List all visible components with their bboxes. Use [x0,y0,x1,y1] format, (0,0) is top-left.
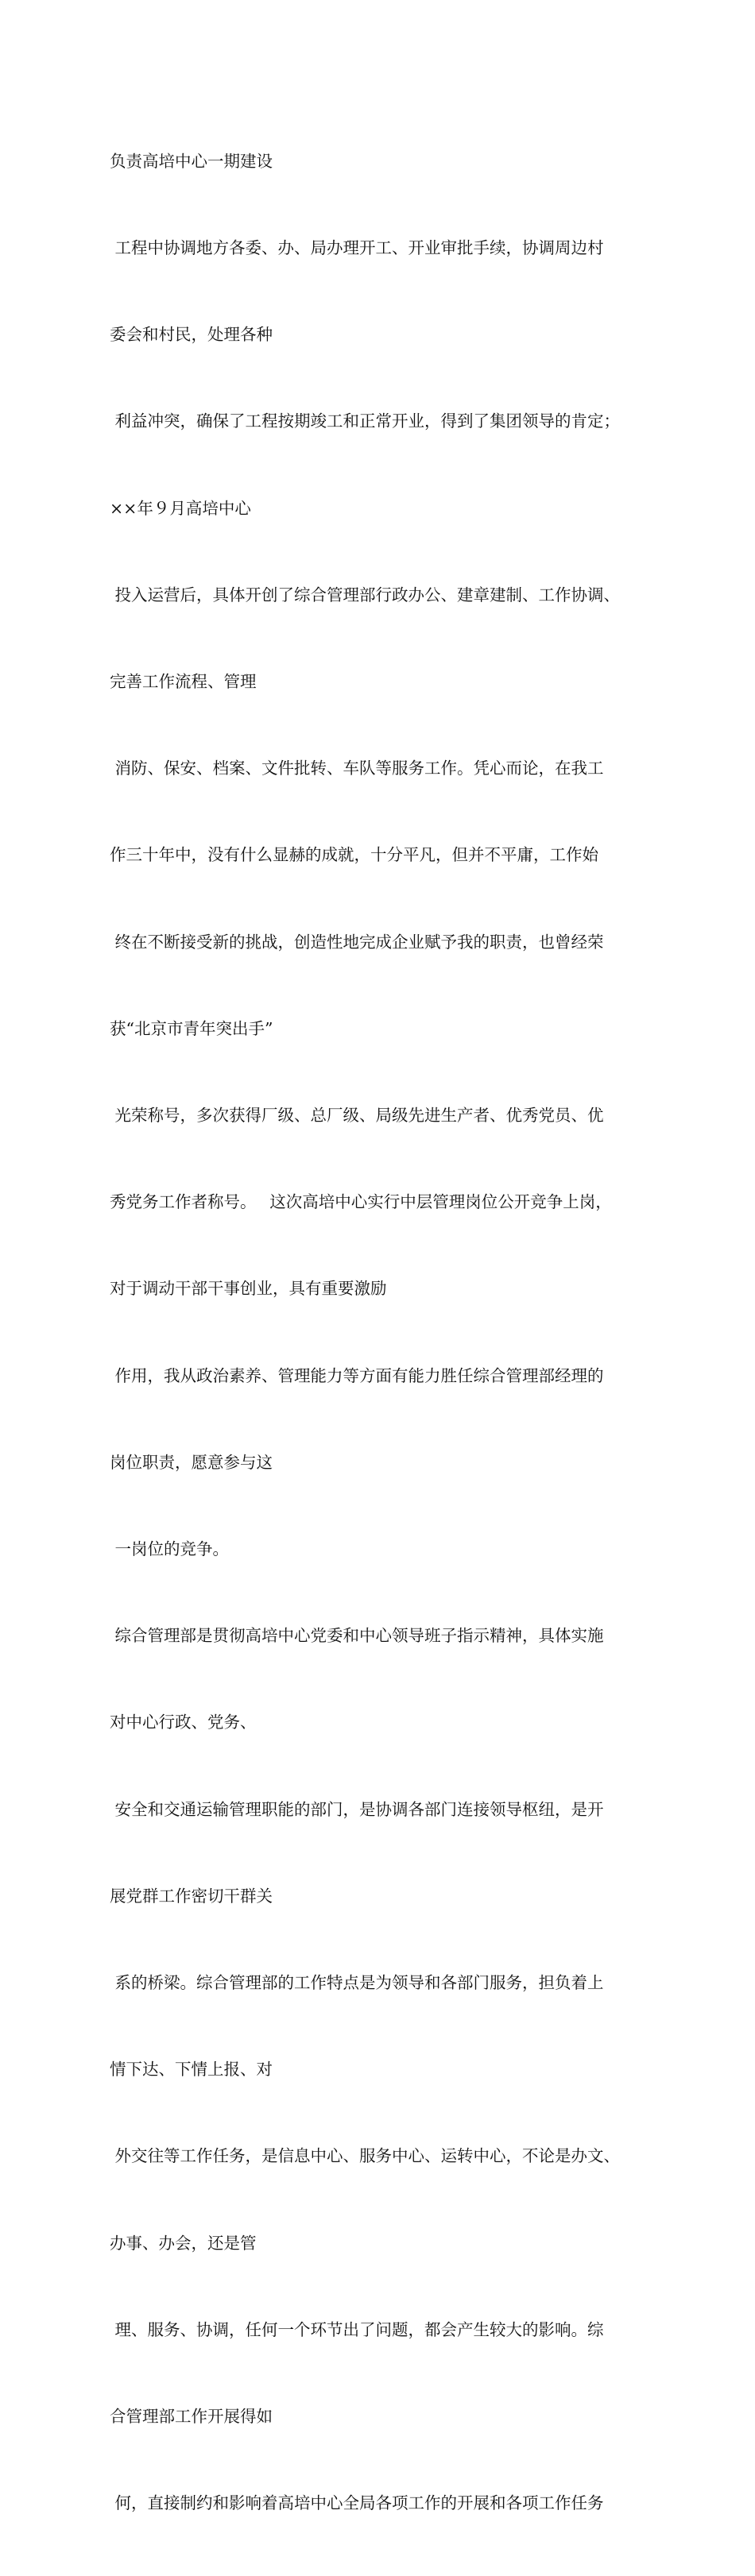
document-body [110,89,666,2576]
text-line: ××年９月高培中心 [110,498,251,518]
text-line: 完善工作流程、管理 [110,672,257,692]
text-line: 工程中协调地方各委、办、局办理开工、开业审批手续，协调周边村 [110,238,604,258]
text-line: 对中心行政、党务、 [110,1713,257,1732]
text-line: 获“北京市青年突出手” [110,1018,273,1038]
text-line: 展党群工作密切干群关 [110,1886,273,1906]
text-line: 安全和交通运输管理职能的部门，是协调各部门连接领导枢纽，是开 [110,1799,604,1819]
text-line: 光荣称号，多次获得厂级、总厂级、局级先进生产者、优秀党员、优 [110,1106,604,1126]
text-line: 作用，我从政治素养、管理能力等方面有能力胜任综合管理部经理的 [110,1365,604,1385]
text-line: 消防、保安、档案、文件批转、车队等服务工作。凭心而论，在我工 [110,759,604,778]
text-line: 何，直接制约和影响着高培中心全局各项工作的开展和各项工作任务 [110,2493,604,2513]
text-line: 委会和村民，处理各种 [110,325,273,345]
text-line: 秀党务工作者称号。 这次高培中心实行中层管理岗位公开竞争上岗， [110,1192,612,1212]
text-line: 利益冲突，确保了工程按期竣工和正常开业，得到了集团领导的肯定； [110,411,621,431]
text-line: 投入运营后，具体开创了综合管理部行政办公、建章建制、工作协调、 [110,585,621,604]
text-line: 情下达、下情上报、对 [110,2060,273,2080]
text-line: 作三十年中，没有什么显赫的成就，十分平凡，但并不平庸，工作始 [110,845,598,865]
text-line: 一岗位的竞争。 [110,1539,230,1559]
text-line: 外交往等工作任务，是信息中心、服务中心、运转中心，不论是办文、 [110,2146,621,2166]
text-line: 办事、办会，还是管 [110,2233,257,2253]
text-line: 理、服务、协调，任何一个环节出了问题，都会产生较大的影响。综 [110,2319,604,2339]
text-line: 综合管理部是贯彻高培中心党委和中心领导班子指示精神，具体实施 [110,1626,604,1646]
text-line: 岗位职责，愿意参与这 [110,1452,273,1472]
text-line: 对于调动干部干事创业，具有重要激励 [110,1279,387,1299]
text-line: 终在不断接受新的挑战，创造性地完成企业赋予我的职责，也曾经荣 [110,932,604,952]
text-line: 系的桥梁。综合管理部的工作特点是为领导和各部门服务，担负着上 [110,1973,604,1993]
text-line: 合管理部工作开展得如 [110,2407,273,2427]
text-line: 负责高培中心一期建设 [110,151,273,171]
